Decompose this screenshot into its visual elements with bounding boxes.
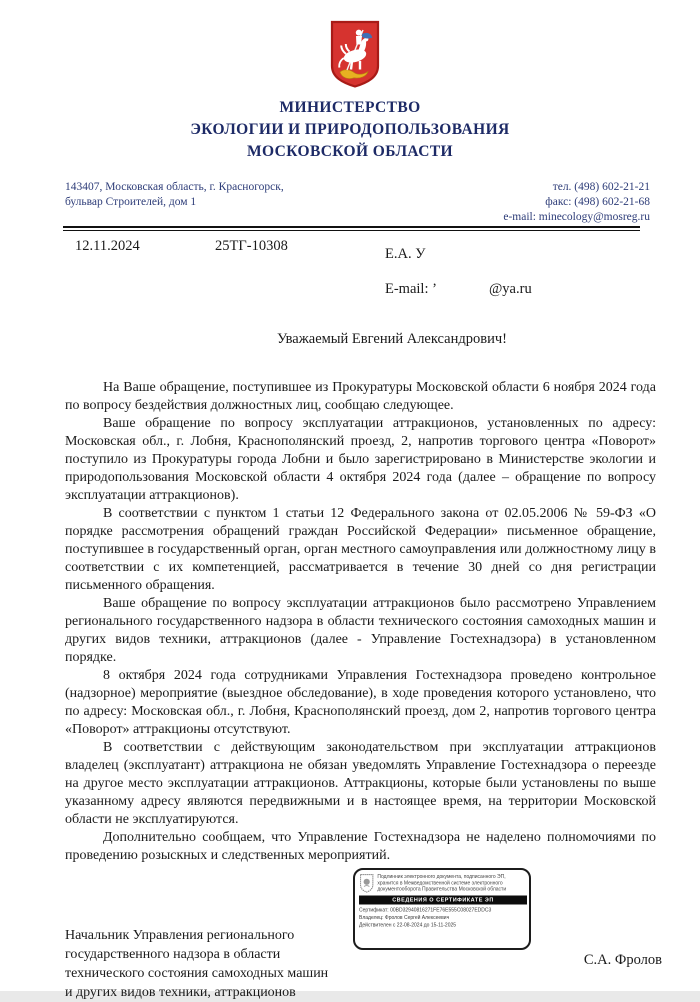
ministry-title-line-3: МОСКОВСКОЙ ОБЛАСТИ [246, 143, 454, 160]
recipient-email-domain: @ya.ru [488, 281, 532, 297]
letterhead-contacts [65, 180, 650, 226]
salutation: Уважаемый Евгений Александрович! [277, 331, 507, 347]
ministry-title [0, 97, 700, 163]
signer-name: С.А. Фролов [583, 952, 662, 968]
paragraph-1: На Ваше обращение, поступившее из Прокуратуры Московской области 6 ноября 2024 года по вопросу бездействия должностных лиц, сообщаю следующее. [65, 380, 656, 413]
paragraph-5: 8 октября 2024 года сотрудниками Управления Гостехнадзора проведено контрольное (надзорное) мероприятие (выездное обследование), в ходе проведения которого установлено, что по адресу: Московская обл., г. Лобня, Краснополянский проезд, дом 2, напротив торгового центра «Поворот» аттракционы отсутствуют. [65, 668, 656, 737]
stamp-description: Подлинник электронного документа, подписанного ЭП, хранится в Межведомственной системе электронного документооборота Правительства Московской области [377, 874, 507, 892]
phone-line: тел. (498) 602-21-21 [552, 181, 650, 193]
recipient-email [385, 281, 532, 298]
signer-position-line-1: Начальник Управления регионального [65, 928, 295, 943]
paragraph-2: Ваше обращение по вопросу эксплуатации аттракционов, установленных по адресу: Московская обл., г. Лобня, Краснополянский проезд, 2, напротив торгового центра «Поворот» поступило из Прокуратуры города Лобни и было зарегистрировано в Министерстве экологии и природопользования Московской области 4 октября 2024 года (далее – обращение по вопросу эксплуатации аттракционов). [65, 416, 656, 503]
stamp-certificate-number: Сертификат: 00BD32940816271FE76E555C08027EDDC3 [359, 907, 492, 913]
fax-line: факс: (498) 602-21-68 [545, 196, 650, 208]
stamp-certificate-banner: СВЕДЕНИЯ О СЕРТИФИКАТЕ ЭП [359, 896, 527, 905]
paragraph-6: В соответствии с действующим законодательством при эксплуатации аттракционов владелец (эксплуатант) аттракциона не обязан уведомлять Управление Гостехнадзора о переезде на другое место эксплуатации аттракционов. Аттракционы, которые были установлены по выше указанному адресу являются передвижными и в настоящее время, на территории Московской области не эксплуатируются. [65, 740, 656, 827]
letter-date: 12.11.2024 [75, 238, 140, 254]
address-line-2: бульвар Строителей, дом 1 [65, 196, 197, 208]
email-line: e-mail: minecology@mosreg.ru [503, 211, 650, 223]
signer-position [65, 926, 375, 1002]
recipient-email-label: E-mail: ’ [385, 281, 437, 297]
postal-address [65, 180, 284, 210]
paragraph-3: В соответствии с пунктом 1 статьи 12 Федерального закона от 02.05.2006 № 59-ФЗ «О порядке рассмотрения обращений граждан Российской Федерации» письменное обращение, поступившее в государственный орган, орган местного самоуправления или должностному лицу в соответствии с их компетенцией, рассматривается в течение 30 дней со дня регистрации письменного обращения. [65, 506, 656, 593]
stamp-coat-of-arms-icon [359, 873, 374, 893]
address-line-1: 143407, Московская область, г. Красногорск, [65, 181, 284, 193]
ministry-title-line-2: ЭКОЛОГИИ И ПРИРОДОПОЛЬЗОВАНИЯ [190, 121, 510, 138]
phone-fax-email [503, 180, 650, 225]
recipient-name: Е.А. У [385, 246, 426, 262]
letter-number: 25ТГ-10308 [215, 238, 288, 254]
letterhead-divider [63, 226, 640, 231]
stamp-certificate-validity: Действителен с 22-08-2024 до 15-11-2025 [359, 922, 457, 928]
electronic-signature-stamp [353, 868, 531, 950]
paragraph-7: Дополнительно сообщаем, что Управление Гостехнадзора не наделено полномочиями по проведению розыскных и следственных мероприятий. [65, 830, 656, 863]
moscow-oblast-coat-of-arms-icon [330, 18, 380, 90]
signer-position-line-3: технического состояния самоходных машин [65, 966, 329, 981]
signer-position-line-4: и других видов техники, аттракционов [65, 985, 296, 1000]
paragraph-4: Ваше обращение по вопросу эксплуатации аттракционов было рассмотрено Управлением регионального государственного надзора в области технического состояния самоходных машин и других видов техники, аттракционов (далее - Управление Гостехнадзора) в установленном порядке. [65, 596, 656, 665]
letter-body [65, 379, 656, 865]
signer-position-line-2: государственного надзора в области [65, 947, 281, 962]
stamp-certificate-owner: Владелец: Фролов Сергей Алексеевич [359, 915, 450, 921]
ministry-title-line-1: МИНИСТЕРСТВО [279, 99, 421, 116]
